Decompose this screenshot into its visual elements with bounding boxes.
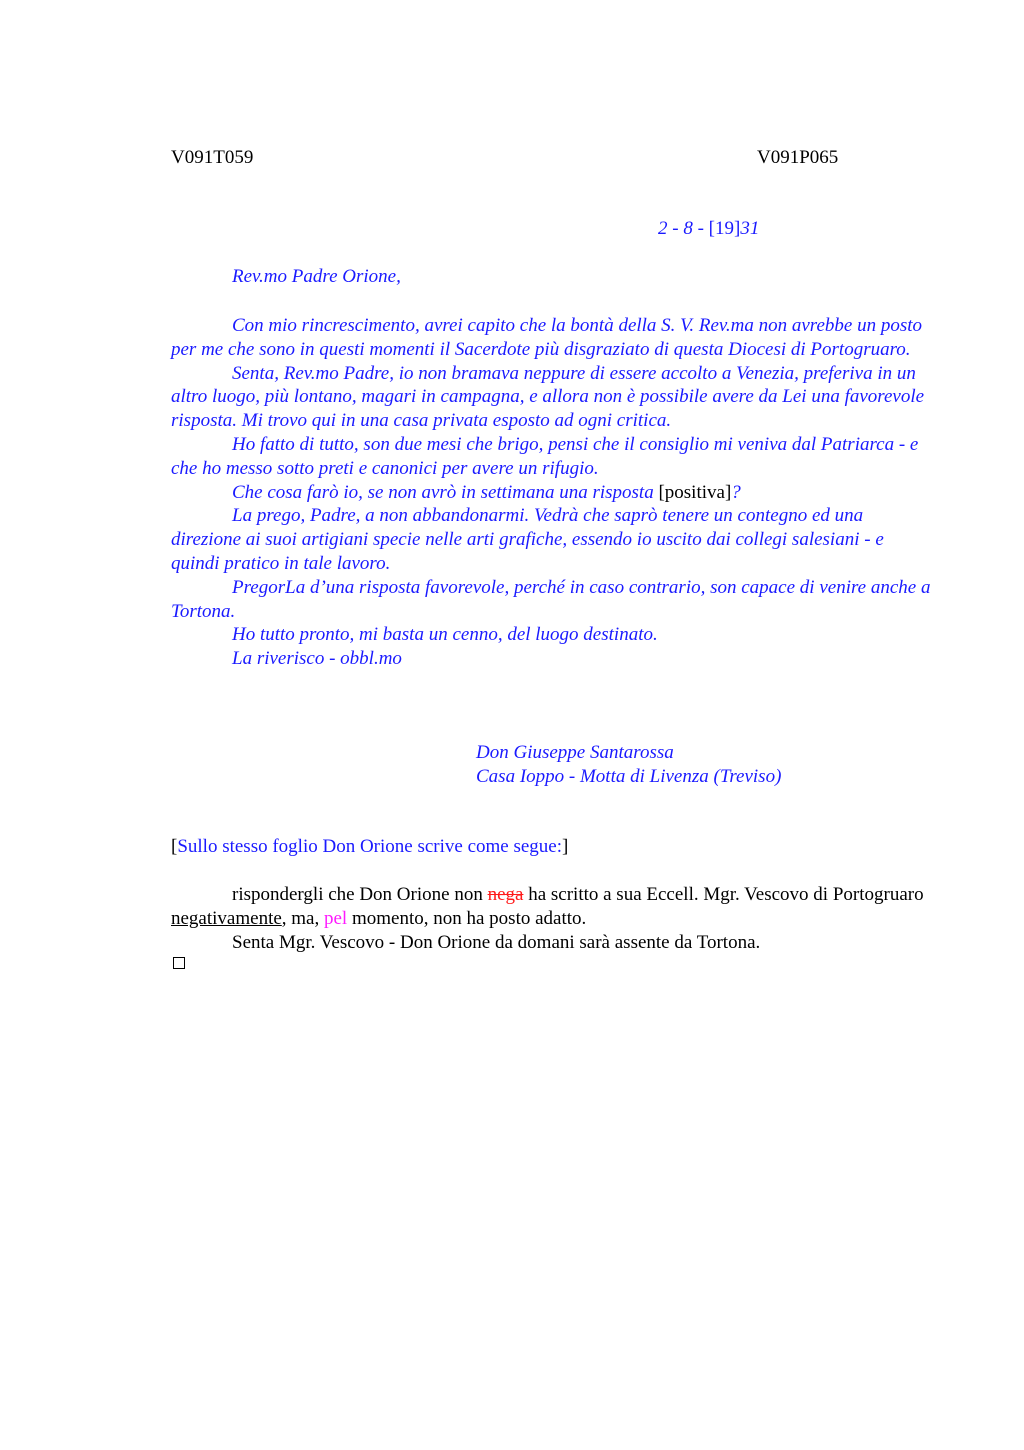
letter-signature [476, 741, 781, 789]
note-text: Sullo stesso foglio Don Orione scrive come segue: [177, 836, 563, 857]
letter-paragraph: La riverisco - obbl.mo [232, 648, 402, 670]
date-month: 8 [683, 218, 693, 239]
struck-word: nega [487, 884, 524, 905]
end-of-document-box-icon [173, 957, 185, 969]
letter-salutation: Rev.mo Padre Orione, [232, 266, 401, 287]
document-code-right: V091P065 [757, 147, 839, 168]
letter-paragraph: La prego, Padre, a non abbandonarmi. Vedrà che saprò tenere un contegno ed una direzione ai suoi artigiani specie nelle arti grafiche, essendo io uscito dai collegi salesiani - e quindi pratico in tale lavoro. [171, 505, 884, 574]
reply-text: rispondergli che Don Orione non [232, 884, 488, 905]
editor-note [171, 836, 568, 858]
reply-text: , ma, [281, 907, 324, 929]
signature-name: Don Giuseppe Santarossa [476, 742, 674, 763]
editorial-insertion: [positiva] [658, 481, 732, 503]
date-separator: - [692, 218, 709, 239]
letter-body [171, 314, 931, 671]
reply-paragraph: Senta Mgr. Vescovo - Don Orione da domani sarà assente da Tortona. [232, 931, 761, 953]
paragraph-text: Che cosa farò io, se non avrò in settimana una risposta [232, 481, 659, 503]
reply-paragraph [171, 883, 931, 931]
highlighted-word: pel [324, 907, 348, 929]
note-bracket-open: [ [171, 836, 178, 857]
note-bracket-close: ] [562, 836, 569, 857]
date-separator: - [667, 218, 684, 239]
paragraph-text: ? [731, 481, 741, 503]
reply-text: momento, non ha posto adatto. [347, 907, 587, 929]
letter-paragraph: Senta, Rev.mo Padre, io non bramava neppure di essere accolto a Venezia, preferiva in un altro luogo, più lontano, magari in campagna, e allora non è possibile avere da Lei una favorevole risposta. Mi trovo qui in una casa privata esposto ad ogni critica. [171, 362, 925, 432]
letter-paragraph: Ho fatto di tutto, son due mesi che brigo, pensi che il consiglio mi veniva dal Patriarca - e che ho messo sotto preti e canonici per avere un rifugio. [171, 433, 919, 479]
letter-paragraph: Ho tutto pronto, mi basta un cenno, del luogo destinato. [232, 624, 658, 646]
date-day: 2 [658, 218, 668, 239]
letter-paragraph: Con mio rincrescimento, avrei capito che la bontà della S. V. Rev.ma non avrebbe un posto per me che sono in questi momenti il Sacerdote più disgraziato di questa Diocesi di Portogruaro. [171, 315, 923, 360]
date-century-bracket: [19] [708, 218, 741, 239]
letter-paragraph: PregorLa d’una risposta favorevole, perché in caso contrario, son capace di venire anche a Tortona. [171, 576, 931, 622]
underlined-word: negativamente [171, 907, 282, 929]
date-year: 31 [740, 218, 760, 239]
document-code-left: V091T059 [171, 147, 254, 168]
orione-reply [171, 883, 931, 954]
letter-paragraph [171, 481, 931, 505]
reply-text: ha scritto a sua Eccell. Mgr. Vescovo di Portogruaro [523, 884, 924, 905]
signature-address: Casa Ioppo - Motta di Livenza (Treviso) [476, 766, 782, 787]
letter-date [658, 218, 759, 240]
